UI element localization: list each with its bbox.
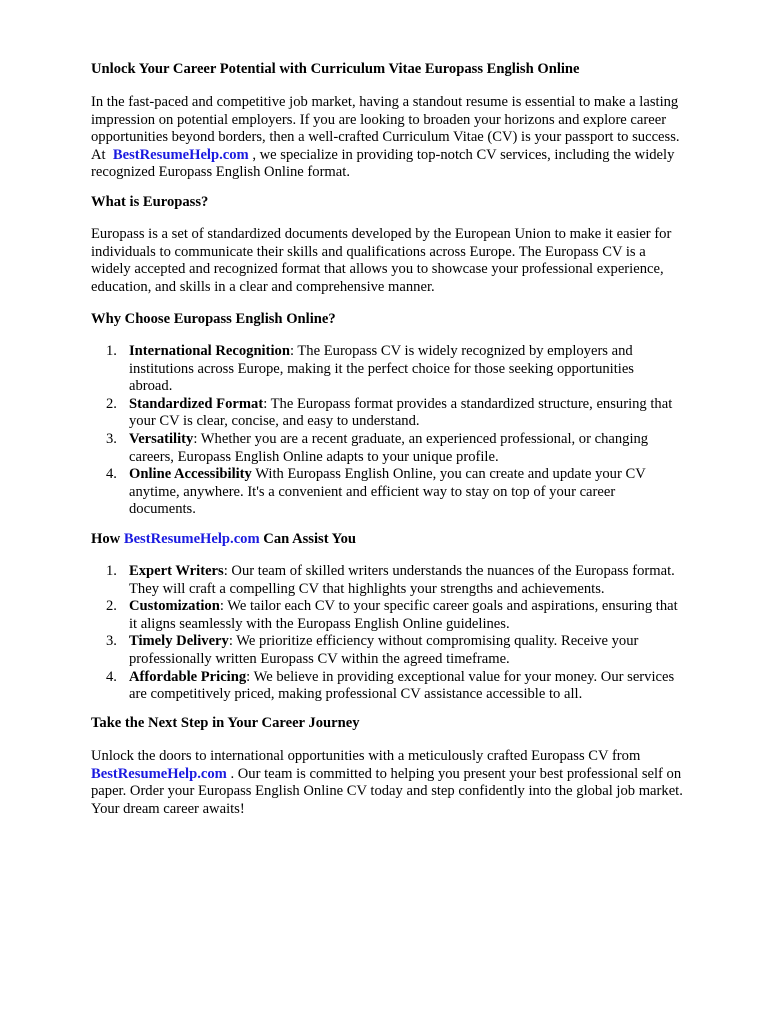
item-term: Versatility	[129, 430, 194, 447]
list-number: 3.	[106, 633, 117, 650]
item-text-line: institutions across Europe, making it the perfect choice for those seeking opportunities	[129, 360, 634, 377]
item-separator: :	[193, 430, 198, 447]
item-separator: :	[223, 563, 228, 579]
list-item	[91, 669, 741, 704]
why-list	[91, 343, 741, 519]
item-text-line: Our team of skilled writers understands the nuances of the Europass format.	[231, 563, 675, 579]
item-text-line: They will craft a compelling CV that highlights your strengths and achievements.	[129, 580, 605, 597]
item-separator: :	[246, 668, 251, 685]
next-step-paragraph	[91, 748, 741, 818]
how-heading-prefix: How	[91, 531, 121, 547]
list-number: 2.	[106, 395, 117, 412]
bestresumehelp-link-heading[interactable]: BestResumeHelp.com	[123, 531, 260, 547]
how-list	[91, 563, 741, 704]
heading-next-step: Take the Next Step in Your Career Journey	[91, 715, 360, 731]
what-is-line-2: individuals to communicate their skills and qualifications across Europe. The Europass CV is a	[91, 243, 646, 260]
item-separator: :	[219, 598, 224, 615]
list-number: 4.	[106, 668, 117, 685]
item-term: Expert Writers	[129, 563, 224, 579]
next-line-1: Unlock the doors to international opportunities with a meticulously crafted Europass CV from	[91, 748, 641, 764]
list-number: 3.	[106, 430, 117, 447]
item-term: Standardized Format	[129, 395, 264, 412]
list-number: 1.	[106, 343, 117, 359]
bestresumehelp-link-intro[interactable]: BestResumeHelp.com	[112, 146, 249, 163]
item-text-line: professionally written Europass CV within the agreed timeframe.	[129, 650, 510, 667]
intro-line-4-prefix: At	[91, 146, 106, 163]
list-number: 2.	[106, 598, 117, 615]
what-is-paragraph	[91, 226, 741, 296]
intro-line-5: recognized Europass English Online format.	[91, 164, 350, 181]
list-item	[91, 343, 741, 396]
list-item	[91, 431, 741, 466]
next-line-3: paper. Order your Europass English Online CV today and step confidently into the global job market.	[91, 783, 683, 800]
item-text-line: With Europass English Online, you can create and update your CV	[255, 466, 646, 483]
heading-how-assist	[91, 531, 356, 549]
bestresumehelp-link-closing[interactable]: BestResumeHelp.com	[91, 765, 227, 782]
page-title: Unlock Your Career Potential with Curriculum Vitae Europass English Online	[91, 61, 580, 77]
list-number: 4.	[106, 466, 117, 483]
what-is-line-3: widely accepted and recognized format that allows you to showcase your professional experience,	[91, 261, 664, 278]
item-term: Timely Delivery	[129, 633, 229, 650]
intro-line-4-suffix: , we specialize in providing top-notch CV services, including the widely	[252, 146, 675, 163]
item-text-line: abroad.	[129, 378, 173, 395]
item-separator: :	[263, 395, 268, 412]
list-number: 1.	[106, 563, 117, 579]
how-heading-suffix: Can Assist You	[263, 531, 357, 547]
list-item	[91, 396, 741, 431]
item-text-line: your CV is clear, concise, and easy to understand.	[129, 413, 420, 430]
item-text-line: We believe in providing exceptional value for your money. Our services	[253, 668, 675, 685]
item-text-line: it aligns seamlessly with the Europass English Online guidelines.	[129, 615, 510, 632]
list-item	[91, 563, 741, 598]
next-line-4: Your dream career awaits!	[91, 800, 245, 817]
item-text-line: anytime, anywhere. It's a convenient and efficient way to stay on top of your career	[129, 483, 616, 500]
what-is-line-1: Europass is a set of standardized documents developed by the European Union to make it easier for	[91, 226, 672, 242]
item-text-line: The Europass format provides a standardized structure, ensuring that	[270, 395, 673, 412]
intro-line-4	[91, 147, 741, 165]
list-item	[91, 633, 741, 668]
item-text-line: We tailor each CV to your specific career goals and aspirations, ensuring that	[227, 598, 678, 615]
item-text-line: are competitively priced, making professional CV assistance accessible to all.	[129, 686, 583, 703]
item-term: International Recognition	[129, 343, 290, 359]
heading-what-is-europass: What is Europass?	[91, 194, 209, 210]
item-separator: :	[228, 633, 233, 650]
item-text-line: We prioritize efficiency without compromising quality. Receive your	[236, 633, 639, 650]
item-text-line: The Europass CV is widely recognized by employers and	[297, 343, 633, 359]
item-text-line: documents.	[129, 501, 196, 518]
item-term: Online Accessibility	[129, 466, 252, 483]
item-text-line: careers, Europass English Online adapts to your unique profile.	[129, 448, 499, 465]
list-item	[91, 466, 741, 519]
list-item	[91, 598, 741, 633]
item-text-line: Whether you are a recent graduate, an experienced professional, or changing	[200, 430, 649, 447]
intro-line-2: impression on potential employers. If you are looking to broaden your horizons and explore career	[91, 111, 667, 128]
item-term: Customization	[129, 598, 220, 615]
what-is-line-4: education, and skills in a clear and comprehensive manner.	[91, 278, 435, 295]
next-line-2	[91, 766, 741, 784]
intro-line-1: In the fast-paced and competitive job market, having a standout resume is essential to make a lasting	[91, 94, 679, 110]
next-line-2-suffix: . Our team is committed to helping you present your best professional self on	[230, 765, 682, 782]
item-separator: :	[289, 343, 294, 359]
intro-paragraph	[91, 94, 741, 182]
intro-line-3: opportunities beyond borders, then a well-crafted Curriculum Vitae (CV) is your passport to success.	[91, 129, 680, 146]
item-term: Affordable Pricing	[129, 668, 247, 685]
heading-why-choose: Why Choose Europass English Online?	[91, 311, 336, 327]
